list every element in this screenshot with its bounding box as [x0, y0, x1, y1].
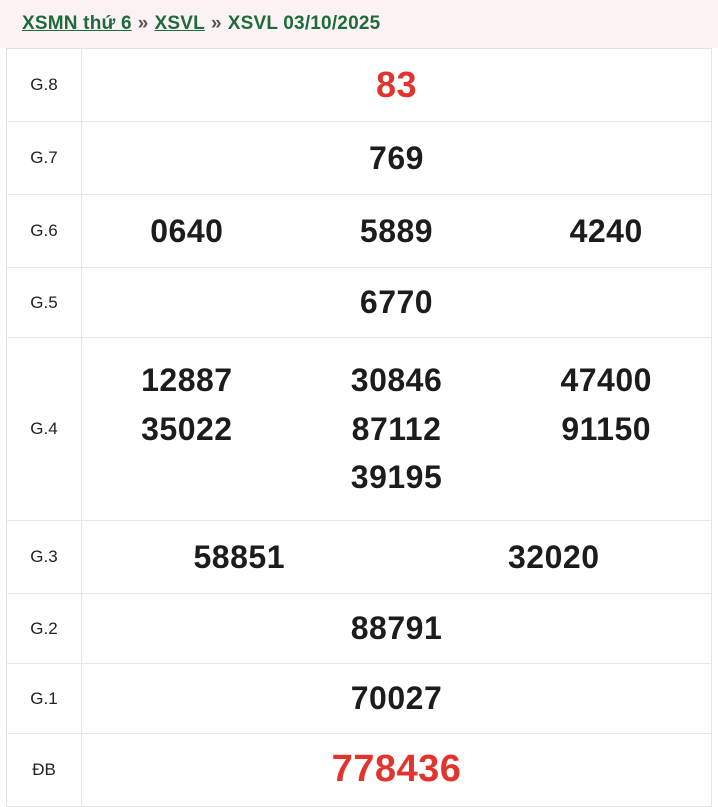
breadcrumb-separator-1: » [137, 13, 149, 34]
result-number: 39195 [350, 459, 443, 496]
prize-numbers-g6 [82, 195, 712, 268]
breadcrumb [0, 0, 718, 48]
table-row-db [7, 734, 712, 807]
prize-numbers-g2 [82, 594, 712, 664]
prize-label-g7: G.7 [7, 122, 82, 195]
breadcrumb-current-page: XSVL 03/10/2025 [227, 13, 381, 34]
result-number: 35022 [141, 410, 233, 447]
result-number: 47400 [560, 361, 652, 398]
result-number: 0640 [150, 212, 224, 249]
prize-numbers-g3 [82, 521, 712, 594]
result-number: 30846 [350, 361, 443, 398]
result-number: 4240 [569, 212, 643, 249]
result-number: 5889 [359, 212, 434, 249]
result-number: 6770 [359, 284, 434, 321]
breadcrumb-link-xsmn[interactable]: XSMN thứ 6 [22, 13, 132, 34]
table-row-g1 [7, 664, 712, 734]
table-row-g3 [7, 521, 712, 594]
prize-label-g6: G.6 [7, 195, 82, 268]
result-number: 778436 [331, 748, 462, 791]
result-number: 58851 [193, 538, 285, 575]
table-row-g5 [7, 268, 712, 338]
table-row-g2 [7, 594, 712, 664]
prize-numbers-g5 [82, 268, 712, 338]
result-number: 32020 [508, 538, 600, 575]
table-row-g7 [7, 122, 712, 195]
result-number: 88791 [350, 610, 443, 647]
prize-label-g4: G.4 [7, 338, 82, 521]
result-number: 769 [369, 139, 424, 176]
prize-label-g2: G.2 [7, 594, 82, 664]
prize-numbers-g8 [82, 49, 712, 122]
prize-label-db: ĐB [7, 734, 82, 807]
prize-label-g3: G.3 [7, 521, 82, 594]
table-row-g8 [7, 49, 712, 122]
result-number: 70027 [350, 680, 443, 717]
table-row-g6 [7, 195, 712, 268]
result-number: 83 [375, 64, 418, 106]
result-number: 12887 [141, 361, 233, 398]
result-number: 91150 [561, 410, 652, 447]
prize-label-g5: G.5 [7, 268, 82, 338]
table-row-g4 [7, 338, 712, 521]
result-number: 87112 [351, 410, 442, 447]
breadcrumb-separator-2: » [210, 13, 222, 34]
breadcrumb-link-xsvl[interactable]: XSVL [154, 13, 205, 34]
prize-numbers-db [82, 734, 712, 807]
lottery-results-table [6, 48, 712, 807]
prize-label-g1: G.1 [7, 664, 82, 734]
prize-numbers-g4 [82, 338, 712, 521]
prize-numbers-g1 [82, 664, 712, 734]
prize-label-g8: G.8 [7, 49, 82, 122]
prize-numbers-g7 [82, 122, 712, 195]
